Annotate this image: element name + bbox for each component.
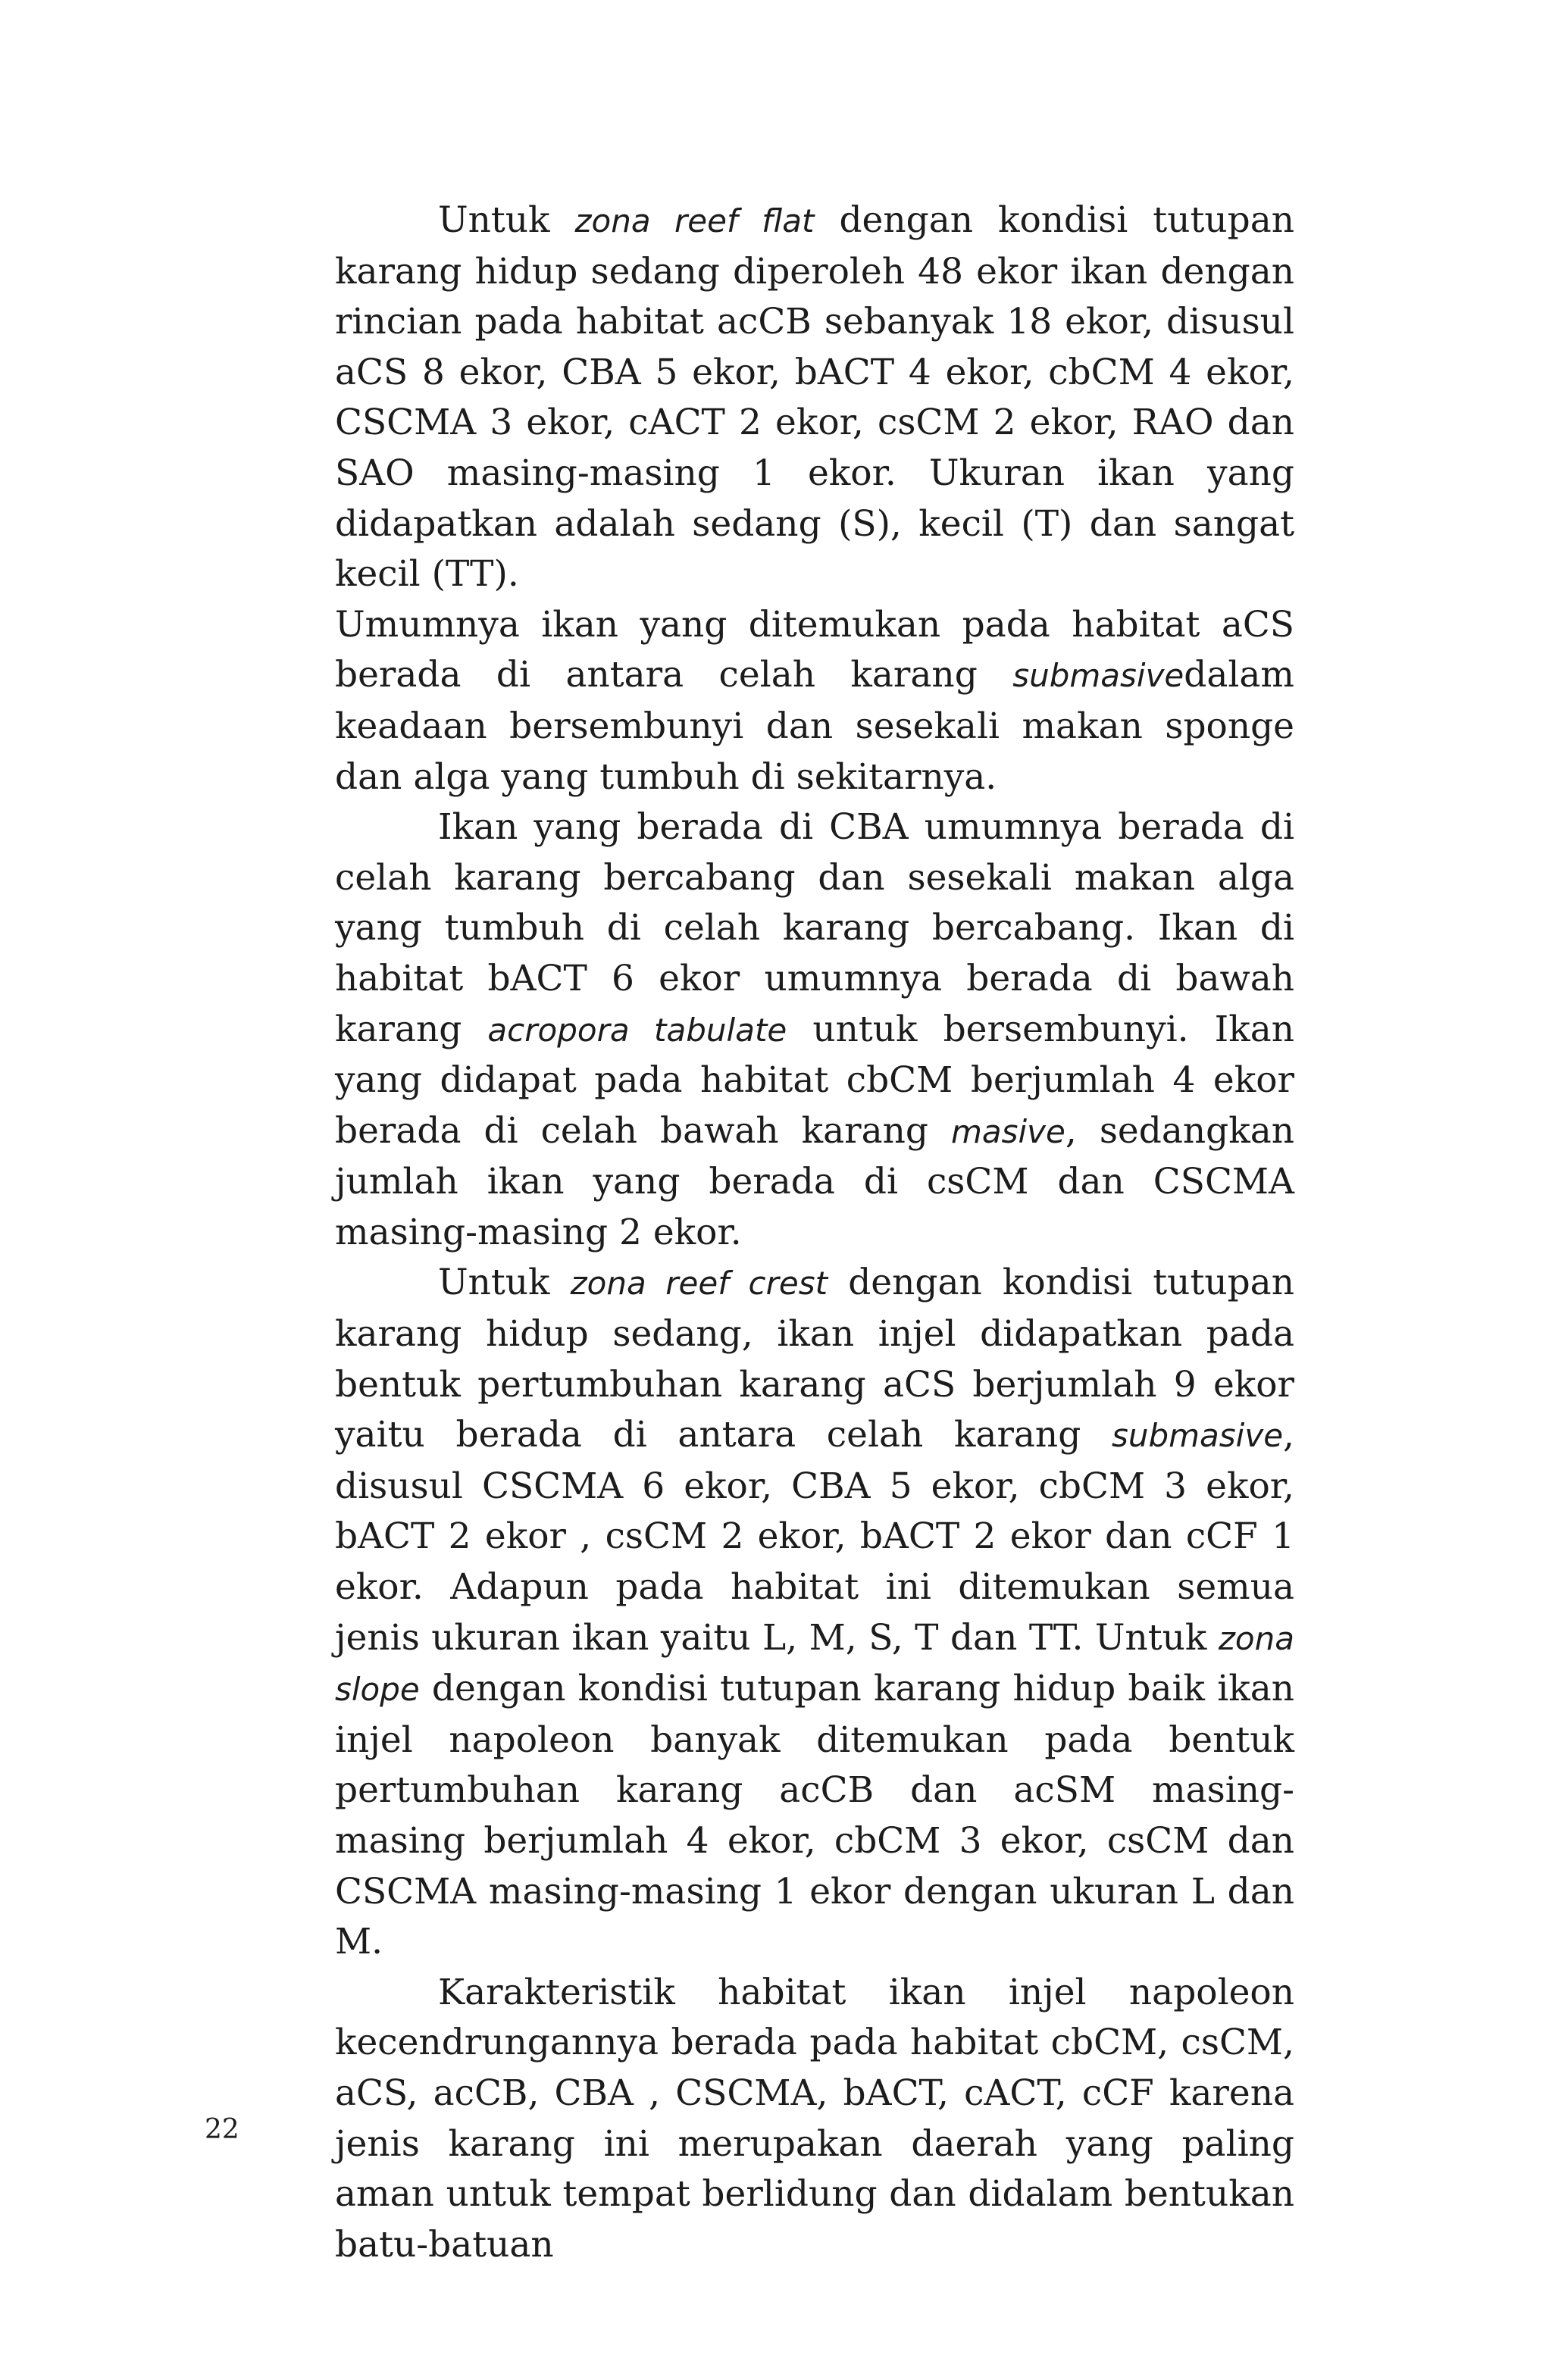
text-run: dengan kondisi tutupan karang hidup sedang, ikan injel didapatkan pada bentuk pertumbuhan karang aCS berjumlah 9 ekor yaitu berada di antara celah karang — [335, 1262, 1294, 1456]
text-run: Karakteristik habitat ikan injel napoleon kecendrungannya berada pada habitat cbCM, csCM, aCS, acCB, CBA , CSCMA, bACT, cACT, cCF karena jenis karang ini merupakan daerah yang paling aman untuk tempat berlidung dan didalam bentukan batu-batuan — [335, 1971, 1294, 2266]
text-run: , disusul CSCMA 6 ekor, CBA 5 ekor, cbCM 3 ekor, bACT 2 ekor , csCM 2 ekor, bACT 2 ekor dan cCF 1 ekor. Adapun pada habitat ini ditemukan semua jenis ukuran ikan yaitu L, M, S, T dan TT. Untuk — [335, 1414, 1294, 1659]
body-text — [335, 195, 1294, 2270]
page-number: 22 — [205, 2114, 239, 2145]
text-run: , sedangkan jumlah ikan yang berada di csCM dan CSCMA masing-masing 2 ekor. — [335, 1109, 1294, 1253]
italic-term: zona slope — [335, 1619, 1294, 1709]
text-run: dalam keadaan bersembunyi dan sesekali makan sponge dan alga yang tumbuh di sekitarnya. — [335, 654, 1294, 798]
text-run: Umumnya ikan yang ditemukan pada habitat aCS berada di antara celah karang — [335, 603, 1294, 696]
italic-term: masive — [950, 1112, 1065, 1150]
italic-term: submasive — [1111, 1417, 1284, 1455]
paragraph — [335, 195, 1294, 600]
paragraph — [335, 1968, 1294, 2271]
text-run: Untuk — [438, 1262, 571, 1304]
text-run: Untuk — [438, 199, 575, 241]
italic-term: zona reef crest — [570, 1265, 828, 1303]
italic-term: submasive — [1012, 657, 1184, 695]
italic-term: acropora tabulate — [487, 1011, 787, 1049]
text-run: untuk bersembunyi. Ikan yang didapat pada habitat cbCM berjumlah 4 ekor berada di celah bawah karang — [335, 1008, 1295, 1152]
paragraph — [335, 1258, 1294, 1967]
text-run: dengan kondisi tutupan karang hidup sedang diperoleh 48 ekor ikan dengan rincian pada habitat acCB sebanyak 18 ekor, disusul aCS 8 ekor, CBA 5 ekor, bACT 4 ekor, cbCM 4 ekor, CSCMA 3 ekor, cACT 2 ekor, csCM 2 ekor, RAO dan SAO masing-masing 1 ekor. Ukuran ikan yang didapatkan adalah sedang (S), kecil (T) dan sangat kecil (TT). — [335, 199, 1294, 596]
italic-term: zona reef flat — [574, 202, 815, 239]
text-run: Ikan yang berada di CBA umumnya berada di celah karang bercabang dan sesekali makan alga yang tumbuh di celah karang bercabang. Ikan di habitat bACT 6 ekor umumnya berada di bawah karang — [335, 806, 1294, 1050]
paragraph — [335, 600, 1294, 802]
text-run: dengan kondisi tutupan karang hidup baik ikan injel napoleon banyak ditemukan pada bentuk pertumbuhan karang acCB dan acSM masing-masing berjumlah 4 ekor, cbCM 3 ekor, csCM dan CSCMA masing-masing 1 ekor dengan ukuran L dan M. — [335, 1668, 1294, 1963]
paragraph — [335, 802, 1294, 1258]
